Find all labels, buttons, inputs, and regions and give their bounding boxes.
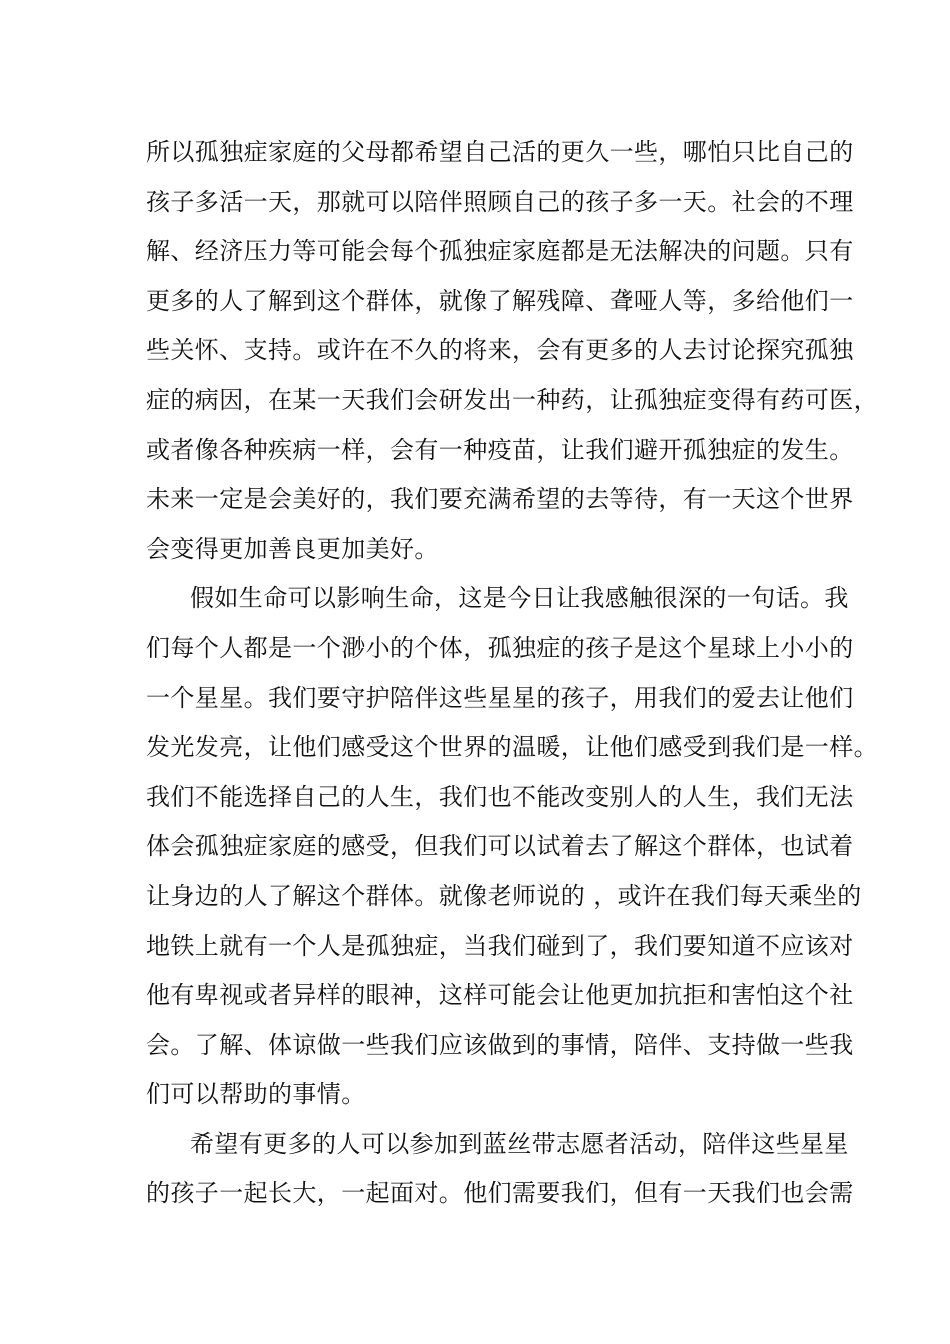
text-line: 孩子多活一天，那就可以陪伴照顾自己的孩子多一天。社会的不理: [146, 187, 854, 216]
text-line: 假如生命可以影响生命，这是今日让我感触很深的一句话。我: [190, 584, 849, 613]
text-line: 解、经济压力等可能会每个孤独症家庭都是无法解决的问题。只有: [146, 237, 854, 266]
paragraph-3: [146, 1120, 854, 1219]
text-line: 发光发亮，让他们感受这个世界的温暖，让他们感受到我们是一样。: [146, 733, 878, 762]
text-line: 会变得更加善良更加美好。: [146, 534, 439, 563]
body-text: [146, 128, 878, 1219]
paragraph-1: [146, 128, 878, 574]
text-line: 让身边的人了解这个群体。就像老师说的 ，或许在我们每天乘坐的: [146, 881, 862, 910]
text-line: 我们不能选择自己的人生，我们也不能改变别人的人生，我们无法: [146, 782, 854, 811]
text-line: 地铁上就有一个人是孤独症，当我们碰到了，我们要知道不应该对: [146, 931, 854, 960]
text-line: 们每个人都是一个渺小的个体，孤独症的孩子是这个星球上小小的: [146, 633, 854, 662]
text-line: 未来一定是会美好的，我们要充满希望的去等待，有一天这个世界: [146, 485, 854, 514]
text-line: 更多的人了解到这个群体，就像了解残障、聋哑人等，多给他们一: [146, 286, 854, 315]
text-line: 他有卑视或者异样的眼神，这样可能会让他更加抗拒和害怕这个社: [146, 981, 854, 1010]
text-line: 或者像各种疾病一样，会有一种疫苗，让我们避开孤独症的发生。: [146, 435, 854, 464]
text-line: 希望有更多的人可以参加到蓝丝带志愿者活动，陪伴这些星星: [190, 1129, 849, 1158]
text-line: 一个星星。我们要守护陪伴这些星星的孩子，用我们的爱去让他们: [146, 683, 854, 712]
text-line: 的孩子一起长大，一起面对。他们需要我们，但有一天我们也会需: [146, 1179, 854, 1208]
text-line: 们可以帮助的事情。: [146, 1080, 366, 1109]
text-line: 所以孤独症家庭的父母都希望自己活的更久一些，哪怕只比自己的: [146, 138, 854, 166]
paragraph-2: [146, 574, 878, 1120]
text-line: 症的病因，在某一天我们会研发出一种药，让孤独症变得有药可医，: [146, 385, 878, 414]
text-line: 体会孤独症家庭的感受，但我们可以试着去了解这个群体，也试着: [146, 832, 854, 861]
text-line: 些关怀、支持。或许在不久的将来，会有更多的人去讨论探究孤独: [146, 336, 854, 365]
text-line: 会。了解、体谅做一些我们应该做到的事情，陪伴、支持做一些我: [146, 1030, 854, 1059]
